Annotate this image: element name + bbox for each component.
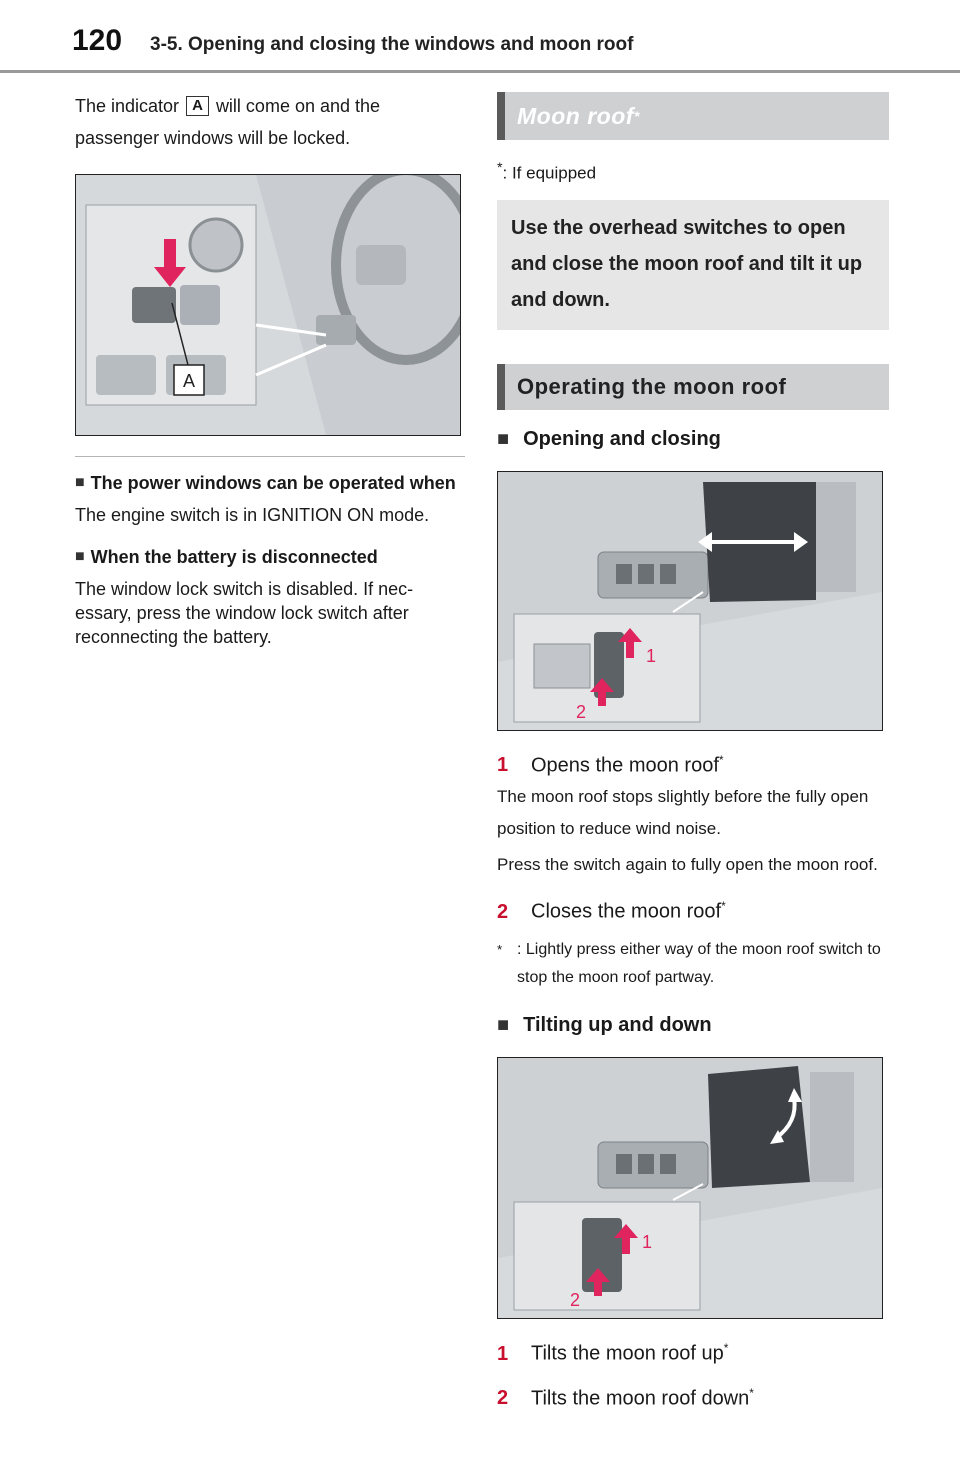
moon-roof-heading (497, 92, 889, 140)
square-bullet-icon: ■ (75, 548, 85, 565)
square-bullet-icon: ■ (75, 474, 85, 491)
step-text: Closes the moon roof (531, 900, 722, 923)
battery-note-body: The window lock switch is disabled. If nec-essary, press the window lock switch after reconnecting the battery. (75, 579, 414, 647)
tilting-title: Tilting up and down (523, 1013, 712, 1036)
footnote-mark: * (497, 941, 503, 957)
step-number: 1 (497, 754, 509, 777)
open-close-figure (497, 471, 883, 731)
power-windows-note-title: The power windows can be operated when (90, 473, 456, 493)
footnote-mark: * (497, 160, 503, 176)
open-close-illustration (498, 472, 882, 730)
step-star: * (718, 752, 724, 767)
indicator-paragraph (75, 90, 465, 154)
step-star: * (723, 1340, 729, 1355)
if-equipped-footnote (497, 156, 889, 186)
fig1-label-2: 2 (576, 701, 587, 722)
open-note-a: The moon roof stops slightly before the fully open position to reduce wind noise. (497, 787, 869, 839)
step-text: Tilts the moon roof down (531, 1387, 750, 1410)
tilting-heading (497, 1014, 889, 1037)
moon-roof-title: Moon roof (517, 102, 634, 129)
footnote-text: : If equipped (502, 163, 597, 183)
moon-roof-intro: Use the overhead switches to open and close the moon roof and tilt it up and down. (497, 200, 889, 330)
header-rule (0, 70, 960, 73)
opening-closing-title: Opening and closing (523, 427, 721, 450)
moon-roof-star: * (633, 108, 640, 124)
battery-note-heading (75, 545, 465, 569)
square-bullet-icon: ■ (497, 427, 510, 450)
step-number: 1 (497, 1342, 509, 1365)
figure-label-a: A (182, 371, 196, 391)
fig2-label-1: 1 (642, 1231, 653, 1252)
indicator-badge: A (186, 96, 209, 116)
window-lock-illustration (76, 175, 460, 435)
operating-heading: Operating the moon roof (497, 364, 889, 410)
square-bullet-icon: ■ (497, 1013, 510, 1036)
open-note-b: Press the switch again to fully open the moon roof. (497, 855, 878, 875)
fig2-label-2: 2 (570, 1289, 581, 1310)
step-text: Opens the moon roof (531, 754, 719, 777)
tilt-illustration (498, 1058, 882, 1318)
battery-note-title: When the battery is disconnected (90, 547, 378, 567)
step-open (497, 753, 889, 778)
page-number: 120 (72, 24, 123, 57)
step-tilt-up (497, 1341, 889, 1366)
fig1-label-1: 1 (646, 645, 657, 666)
section-title: 3-5. Opening and closing the windows and moon roof (150, 34, 634, 55)
step-text: Tilts the moon roof up (531, 1342, 724, 1365)
right-column (497, 92, 889, 1410)
partway-footnote (497, 936, 889, 992)
indicator-text-after: will come on and the passenger windows will be locked. (75, 96, 381, 148)
tilt-figure (497, 1057, 883, 1319)
indicator-text-before: The indicator (75, 96, 180, 116)
power-windows-note-body: The engine switch is in IGNITION ON mode. (75, 505, 430, 525)
step-number: 2 (497, 1387, 509, 1410)
left-column (75, 90, 465, 649)
step-star: * (721, 899, 726, 914)
partway-footnote-text: : Lightly press either way of the moon roof switch to stop the moon roof partway. (517, 940, 881, 986)
power-windows-note-heading (75, 471, 465, 495)
step-star: * (749, 1385, 754, 1400)
window-lock-switch-figure (75, 174, 461, 436)
step-tilt-down (497, 1386, 889, 1411)
step-number: 2 (497, 900, 509, 923)
opening-closing-heading (497, 428, 889, 451)
step-close (497, 899, 889, 924)
divider (75, 456, 465, 457)
page-header (0, 0, 960, 76)
